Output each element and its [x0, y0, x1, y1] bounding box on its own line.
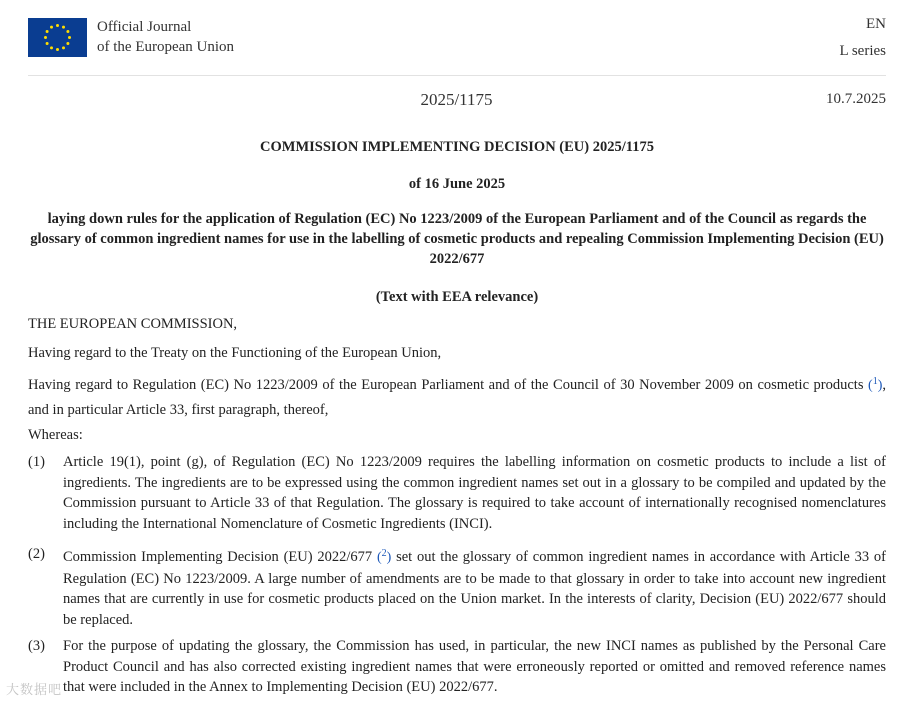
watermark: 大数据吧 [6, 683, 63, 698]
footnote-link-1[interactable] [868, 378, 882, 393]
recital-text-start: Commission Implementing Decision (EU) 2022/677 [63, 549, 377, 565]
document-title: COMMISSION IMPLEMENTING DECISION (EU) 2025/1175 [260, 139, 654, 155]
regulation-citation [28, 369, 886, 423]
document-date-line: of 16 June 2025 [408, 176, 506, 192]
document-number: 2025/1175 [420, 90, 493, 109]
recital-number: (3) [28, 638, 45, 654]
recital-text-end: set out the glossary of common ingredient names in accordance with Article 33 of Regulation (EC) No 1223/2009. A large number of amendments are to be made to that glossary in order to take into account new ingredient names that are currently in use for cosmetic products placed on the Union market. In the interests of clarity, Decision (EU) 2022/677 should be replaced. [63, 549, 886, 628]
recital-text: For the purpose of updating the glossary, the Commission has used, in particular, the new INCI names as published by the Personal Care Product Council and has also corrected existing ingredient names that were erroneously reported or omitted and removed reference names that were included in the Annex to Implementing Decision (EU) 2022/677. [63, 638, 886, 695]
footnote-open-paren: ( [868, 378, 873, 393]
treaty-citation: Having regard to the Treaty on the Functioning of the European Union, [28, 345, 442, 361]
document-subject: laying down rules for the application of Regulation (EC) No 1223/2009 of the European Parliament and of the Council as regards the glossary of common ingredient names for use in the labelling of cosmetic products and repealing Commission Implementing Decision (EU) 2022/677 [30, 211, 884, 267]
series-label: L series [839, 43, 886, 59]
recital-text: Article 19(1), point (g), of Regulation (EC) No 1223/2009 requires the labelling information on cosmetic products to include a list of ingredients. The ingredients are to be expressed using the common ingredient names set out in a glossary to be compiled and updated by the Commission pursuant to Article 33 of that Regulation. The glossary is required to take account of internationally recognised nomenclatures including the International Nomenclature of Cosmetic Ingredients (INCI). [63, 454, 886, 532]
footnote-number: 1 [872, 376, 878, 387]
recital-text [63, 544, 886, 630]
regulation-citation-tail: , and in particular Article 33, first paragraph, thereof, [28, 377, 886, 418]
journal-title-line2: of the European Union [97, 39, 235, 55]
journal-title [97, 17, 234, 57]
oj-header [0, 0, 900, 76]
publication-date: 10.7.2025 [826, 91, 886, 107]
regulation-citation-text: Having regard to Regulation (EC) No 1223/2009 of the European Parliament and of the Council of 30 November 2009 on cosmetic products [28, 377, 869, 393]
recital-number: (2) [28, 546, 45, 562]
footnote-number: 2 [381, 548, 387, 559]
header-divider [28, 75, 886, 76]
commission-heading: THE EUROPEAN COMMISSION, [28, 316, 238, 332]
recital-number: (1) [28, 454, 45, 470]
journal-title-line1: Official Journal [97, 19, 192, 35]
whereas-heading: Whereas: [28, 427, 83, 443]
eea-relevance: (Text with EEA relevance) [375, 289, 539, 305]
footnote-close-paren: ) [877, 378, 883, 393]
footnote-open-paren: ( [376, 550, 382, 565]
language-code: EN [866, 16, 886, 32]
footnote-close-paren: ) [386, 550, 392, 565]
footnote-link-2[interactable] [377, 550, 391, 565]
eu-flag-icon [28, 18, 87, 57]
